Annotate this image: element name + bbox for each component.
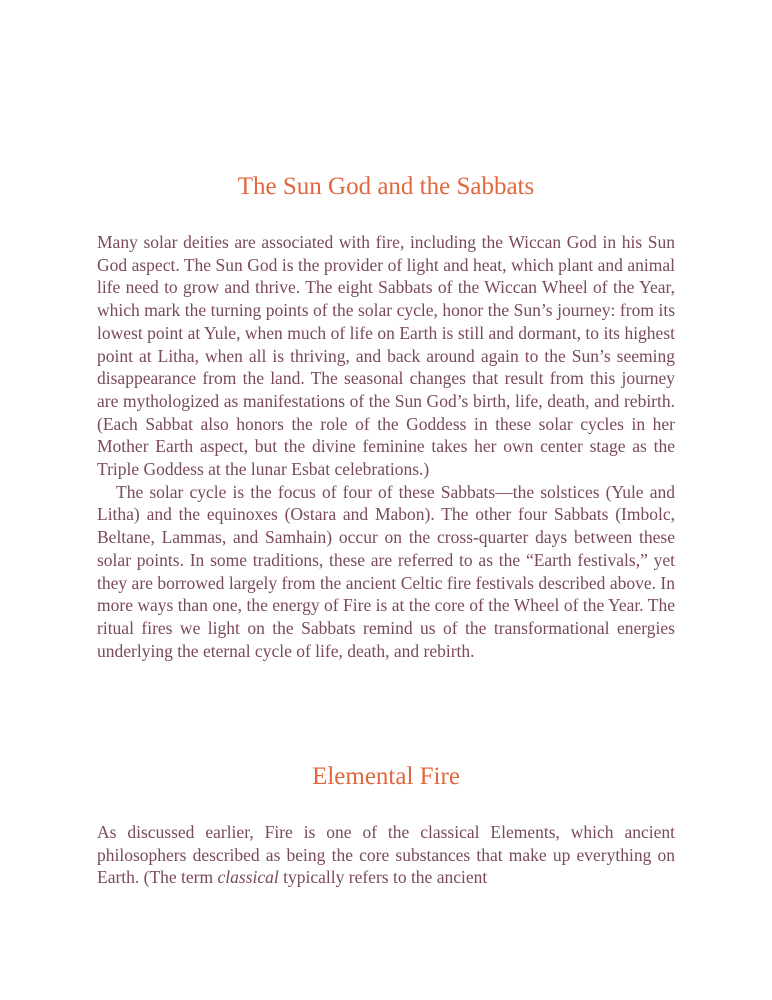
italic-term: classical: [217, 867, 279, 888]
body-paragraph: Many solar deities are associated with fire, including the Wiccan God in his Sun God aspect. The Sun God is the provider of light and heat, which plant and animal life need to grow and thrive. The eight Sabbats of the Wiccan Wheel of the Year, which mark the turning points of the solar cycle, honor the Sun’s journey: from its lowest point at Yule, when much of life on Earth is still and dormant, to its highest point at Litha, when all is thriving, and back around again to the Sun’s seeming disappearance from the land. The seasonal changes that result from this journey are mythologized as manifestations of the Sun God’s birth, life, death, and rebirth. (Each Sabbat also honors the role of the Goddess in these solar cycles in her Mother Earth aspect, but the divine feminine takes her own center stage as the Triple Goddess at the lunar Esbat celebrations.): [97, 232, 675, 480]
paragraph-text: typically refers to the ancient: [278, 867, 488, 888]
body-paragraph: [97, 821, 675, 889]
section-body-elemental-fire: [97, 821, 675, 889]
paragraph-text: As discussed earlier, Fire is one of the classical Elements, which ancient philosophers described as being the core substances that make up everything on Earth. (The term: [97, 822, 675, 888]
section-body-sun-god: [97, 231, 675, 662]
section-heading-sun-god: The Sun God and the Sabbats: [237, 173, 535, 200]
section-heading-elemental-fire: Elemental Fire: [312, 763, 460, 790]
body-paragraph: The solar cycle is the focus of four of these Sabbats—the solstices (Yule and Litha) and the equinoxes (Ostara and Mabon). The other four Sabbats (Imbolc, Beltane, Lammas, and Samhain) occur on the cross-quarter days between these solar points. In some traditions, these are referred to as the “Earth festivals,” yet they are borrowed largely from the ancient Celtic fire festivals described above. In more ways than one, the energy of Fire is at the core of the Wheel of the Year. The ritual fires we light on the Sabbats remind us of the transformational energies underlying the eternal cycle of life, death, and rebirth.: [97, 481, 675, 661]
